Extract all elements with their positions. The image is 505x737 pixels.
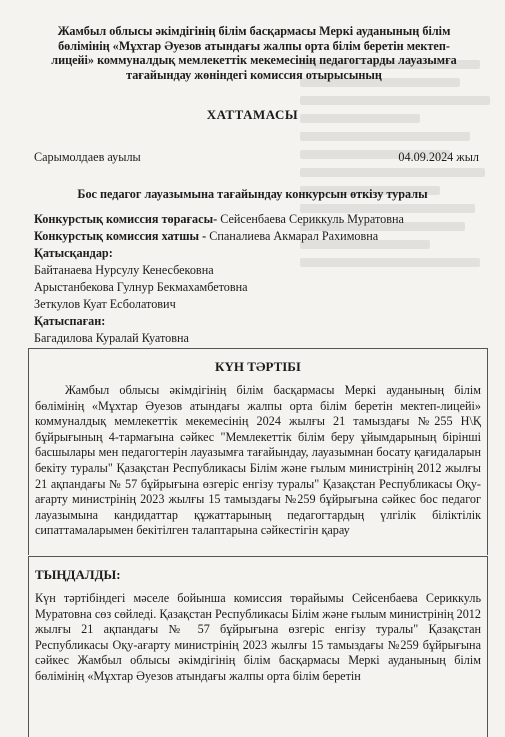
header-line: Жамбыл облысы әкімдігінің білім басқармасы Меркі ауданының білім (57, 24, 451, 38)
absent-member: Багадилова Куралай Куатовна (34, 331, 189, 345)
document-header (28, 24, 480, 82)
participants-label: Қатысқандар: (34, 246, 113, 260)
subject: Бос педагог лауазымына тағайындау конкурсын өткізу туралы (77, 187, 428, 201)
secretary-label: Конкурстық комиссия хатшы - (34, 229, 207, 243)
heard-section (28, 556, 488, 737)
participant: Байтанаева Нурсулу Кенесбековна (34, 263, 214, 277)
chair-line (34, 212, 404, 227)
agenda-section (28, 348, 488, 555)
absent-label: Қатыспаған: (34, 314, 106, 328)
secretary-line (34, 229, 378, 244)
heard-body (29, 591, 487, 685)
heard-title: ТЫҢДАЛДЫ: (35, 567, 121, 582)
agenda-title: КҮН ТӘРТІБІ (215, 359, 301, 374)
header-line: лицейі» коммуналдық мемлекеттік мекемесінің педагогтарды лауазымға (51, 53, 457, 67)
place-date-row (34, 150, 479, 165)
chair-label: Конкурстық комиссия төрағасы- (34, 212, 218, 226)
heard-text: Күн тәртібіндегі мәселе бойынша комиссия төрайымы Сейсенбаева Сериккуль Муратовна сөз сөйледі. Қазақстан Республикасы Білім және ғылым министрінің 2012 жылғы 21 ақпандағы № 57 бұйрығына өзгеріс енгізу туралы" Қазақстан Республикасы Оқу-ағарту министрінің 2023 жылғы 15 тамыздағы №259 бұйрығына сәйкес Жамбыл облысы әкімдігінің білім басқармасы Меркі ауданының білім бөлімінің «Мұхтар Әуезов атындағы жалпы орта білім беретін (35, 591, 481, 683)
date: 04.09.2024 жыл (398, 150, 479, 164)
participant: Зеткулов Куат Есболатович (34, 297, 176, 311)
document-title: ХАТТАМАСЫ (206, 107, 299, 122)
header-line: бөлімінің «Мұхтар Әуезов атындағы жалпы орта білім беретін мектеп- (58, 38, 450, 53)
chair-name: Сейсенбаева Сериккуль Муратовна (217, 212, 404, 226)
place: Сарымолдаев ауылы (34, 150, 141, 164)
agenda-body (29, 383, 487, 539)
header-line: тағайындау жөніндегі комиссия отырысының (126, 67, 382, 82)
secretary-name: Спаналиева Акмарал Рахимовна (206, 229, 379, 243)
participant: Арыстанбекова Гулнур Бекмахамбетовна (34, 280, 248, 294)
agenda-text: Жамбыл облысы әкімдігінің білім басқармасы Меркі ауданының білім бөлімінің «Мұхтар Әуезов атындағы жалпы орта білім беретін мектеп-лицейі» коммуналдық мемлекеттік мекемесінің 2024 жылғы 21 тамыздағы №255 Н\Қ бұйрығының 4-тармағына сәйкес "Мемлекеттік білім беру ұйымдарының бірінші басшылары мен педагогтерін лауазымға тағайындау, лауазымнан босату қағидаларын бекіту туралы" Қазақстан Республикасы Білім және ғылым министрінің 2012 жылғы 21 ақпандағы № 57 бұйрығына өзгеріс енгізу туралы" Қазақстан Республикасы Оқу-ағарту министрінің 2023 жылғы 15 тамыздағы №259 бұйрығына сәйкес бос педагог лауазымына кандидаттар құжаттарының педагогтардың үлгілік біліктілік сипаттамаларымен бекітілген талаптарына сәйкестігін қарау (35, 383, 481, 538)
